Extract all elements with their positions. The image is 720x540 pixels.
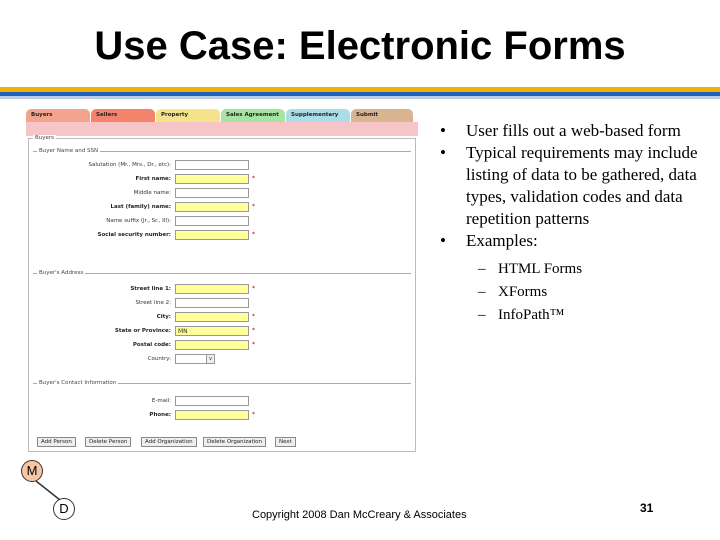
field-label: Country: xyxy=(147,356,171,362)
tab-label: Supplementary xyxy=(291,112,339,118)
tab-label: Buyers xyxy=(31,112,53,118)
sub-bullet-item xyxy=(478,258,710,281)
form-row xyxy=(33,354,283,365)
bullet-glyph: • xyxy=(440,231,446,250)
required-marker: * xyxy=(252,341,255,348)
buyers-panel xyxy=(28,135,416,452)
m-node: M xyxy=(21,460,43,482)
tab-content-strip xyxy=(26,122,418,136)
group-legend: Buyer's Address xyxy=(39,270,84,276)
field-label: State or Province: xyxy=(114,328,171,334)
d-node: D xyxy=(53,498,75,520)
tab-buyers[interactable] xyxy=(26,109,90,123)
required-marker: * xyxy=(252,327,255,334)
group-legend: Buyer's Contact Information xyxy=(39,380,117,386)
phone-input[interactable] xyxy=(175,410,249,420)
form-row xyxy=(33,340,283,351)
sub-bullet-item xyxy=(478,281,710,304)
bullet-text: User fills out a web-based form xyxy=(466,121,681,140)
form-row xyxy=(33,312,283,323)
chevron-down-icon[interactable]: v xyxy=(206,355,214,363)
delete-person-button[interactable]: Delete Person xyxy=(85,437,131,447)
panel-legend: Buyers xyxy=(35,135,55,141)
field-label: Salutation (Mr., Mrs., Dr., etc): xyxy=(88,162,171,168)
group-legend: Buyer Name and SSN xyxy=(39,148,99,154)
delete-organization-button[interactable]: Delete Organization xyxy=(203,437,266,447)
bullet-list xyxy=(440,120,710,327)
bullet-item xyxy=(440,142,710,230)
tab-label: Submit xyxy=(356,112,379,118)
sub-bullet-list xyxy=(440,258,710,327)
tab-sellers[interactable] xyxy=(91,109,155,123)
field-label: Social security number: xyxy=(97,232,171,238)
bullet-text: Typical requirements may include listing of data to be gathered, data types, validation codes and data repetition patterns xyxy=(466,143,698,228)
form-row xyxy=(33,284,283,295)
field-label: First name: xyxy=(135,176,171,182)
street-line-2-input[interactable] xyxy=(175,298,249,308)
field-label: Postal code: xyxy=(132,342,171,348)
required-marker: * xyxy=(252,231,255,238)
bullet-text: Examples: xyxy=(466,231,538,250)
field-label: E-mail: xyxy=(151,398,171,404)
tab-label: Sellers xyxy=(96,112,118,118)
country-select[interactable] xyxy=(175,354,215,364)
add-organization-button[interactable]: Add Organization xyxy=(141,437,197,447)
bullet-item xyxy=(440,230,710,252)
form-row xyxy=(33,326,283,337)
last-name-input[interactable] xyxy=(175,202,249,212)
postal-code-input[interactable] xyxy=(175,340,249,350)
state-input[interactable]: MN xyxy=(175,326,249,336)
title-rule-light xyxy=(0,96,720,99)
city-input[interactable] xyxy=(175,312,249,322)
bullet-glyph: • xyxy=(440,121,446,140)
first-name-input[interactable] xyxy=(175,174,249,184)
required-marker: * xyxy=(252,411,255,418)
next-button[interactable]: Next xyxy=(275,437,296,447)
group-buyer-contact xyxy=(33,380,411,433)
sub-bullet-text: HTML Forms xyxy=(498,261,583,277)
tab-label: Sales Agreement xyxy=(226,112,279,118)
field-label: Last (family) name: xyxy=(110,204,171,210)
form-row xyxy=(33,216,283,227)
sub-bullet-item xyxy=(478,304,710,327)
form-row xyxy=(33,396,283,407)
form-row xyxy=(33,160,283,171)
bullet-glyph: • xyxy=(440,143,446,162)
tab-property[interactable] xyxy=(156,109,220,123)
tab-submit[interactable] xyxy=(351,109,413,123)
sub-bullet-text: InfoPath™ xyxy=(498,307,565,323)
form-row xyxy=(33,230,283,241)
required-marker: * xyxy=(252,313,255,320)
form-row xyxy=(33,410,283,421)
group-buyer-address xyxy=(33,270,411,373)
middle-name-input[interactable] xyxy=(175,188,249,198)
ssn-input[interactable] xyxy=(175,230,249,240)
field-label: Street line 2: xyxy=(135,300,171,306)
name-suffix-input[interactable] xyxy=(175,216,249,226)
tab-label: Property xyxy=(161,112,189,118)
tab-supplementary[interactable] xyxy=(286,109,350,123)
required-marker: * xyxy=(252,203,255,210)
email-input[interactable] xyxy=(175,396,249,406)
form-row xyxy=(33,188,283,199)
form-row xyxy=(33,298,283,309)
slide-title: Use Case: Electronic Forms xyxy=(94,24,626,68)
street-line-1-input[interactable] xyxy=(175,284,249,294)
field-label: City: xyxy=(156,314,171,320)
page-number: 31 xyxy=(640,501,654,515)
bullet-item xyxy=(440,120,710,142)
dash-glyph: – xyxy=(478,284,486,300)
required-marker: * xyxy=(252,175,255,182)
tab-sales-agreement[interactable] xyxy=(221,109,285,123)
field-label: Street line 1: xyxy=(130,286,171,292)
add-person-button[interactable]: Add Person xyxy=(37,437,76,447)
salutation-input[interactable] xyxy=(175,160,249,170)
form-row xyxy=(33,202,283,213)
required-marker: * xyxy=(252,285,255,292)
field-label: Middle name: xyxy=(133,190,171,196)
sub-bullet-text: XForms xyxy=(498,284,548,300)
form-tab-bar xyxy=(26,108,418,122)
copyright-text: Copyright 2008 Dan McCreary & Associates xyxy=(252,509,467,521)
field-label: Phone: xyxy=(149,412,171,418)
dash-glyph: – xyxy=(478,307,486,323)
dash-glyph: – xyxy=(478,261,486,277)
field-label: Name suffix (Jr., Sr., III): xyxy=(106,218,171,224)
group-buyer-name xyxy=(33,148,411,265)
form-screenshot xyxy=(26,108,418,452)
form-row xyxy=(33,174,283,185)
